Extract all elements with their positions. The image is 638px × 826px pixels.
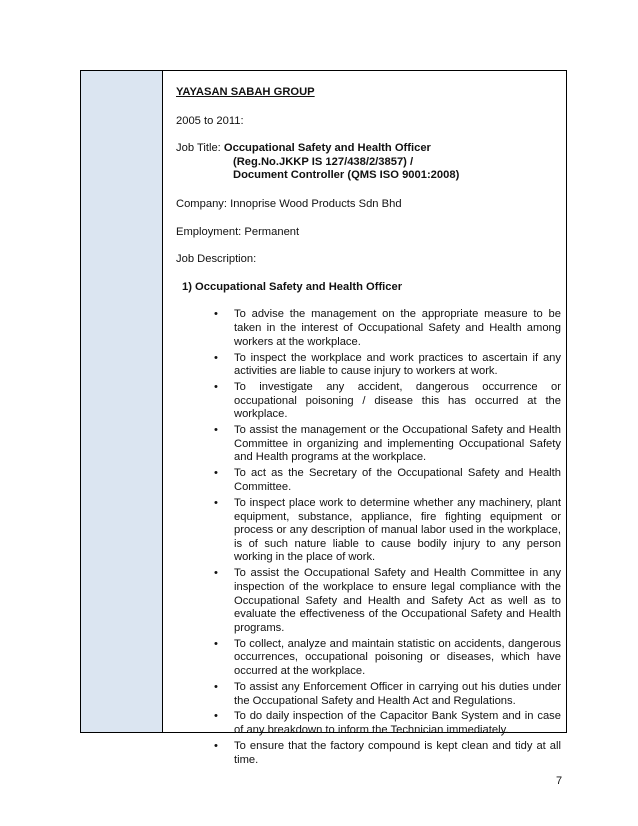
job-title-block (176, 142, 561, 183)
list-item (176, 467, 561, 494)
duty-text: To advise the management on the appropriate measure to be taken in the interest of Occupational Safety and Health among workers at the workplace. (234, 308, 561, 348)
duty-text: To act as the Secretary of the Occupational Safety and Health Committee. (234, 467, 561, 494)
duty-text: To ensure that the factory compound is kept clean and tidy at all time. (234, 740, 561, 766)
employment: Employment: Permanent (176, 225, 300, 238)
period: 2005 to 2011: (176, 114, 244, 127)
list-item (176, 424, 561, 465)
bullet-icon: • (214, 497, 218, 510)
list-item (176, 352, 561, 379)
bullet-icon: • (214, 308, 218, 321)
duty-text: To do daily inspection of the Capacitor Bank System and in case of any breakdown to inform the Technician immediately. (234, 710, 561, 737)
list-item (176, 681, 561, 708)
duty-text: To assist the management or the Occupational Safety and Health Committee in organizing and implementing Occupational Safety and Health programs at the workplace. (234, 424, 561, 464)
experience-table (80, 70, 567, 766)
job-description-label: Job Description: (176, 253, 257, 266)
list-item (176, 381, 561, 422)
bullet-icon: • (214, 710, 218, 723)
duty-text: To assist any Enforcement Officer in carrying out his duties under the Occupational Safety and Health Act and Regulations. (234, 680, 561, 707)
side-column (81, 71, 163, 732)
duty-text: To assist the Occupational Safety and Health Committee in any inspection of the workplace to ensure legal compliance with the Occupational Safety and Health and Safety Act as well as to evaluate the effectiveness of the Occupational Safety and Health programs. (234, 567, 561, 634)
bullet-icon: • (214, 381, 218, 394)
list-item (176, 308, 561, 349)
page-number: 7 (556, 775, 563, 787)
bullet-icon: • (214, 424, 218, 437)
duties-list (176, 308, 561, 767)
duty-text: To inspect place work to determine whether any machinery, plant equipment, substance, appliance, fire fighting equipment or process or any description of manual labor used in the workplace, is of such nature liable to cause bodily injury to any person working in the place of work. (234, 497, 561, 564)
section-title: 1) Occupational Safety and Health Officer (182, 280, 403, 293)
bullet-icon: • (214, 467, 218, 480)
bullet-icon: • (214, 567, 218, 580)
bullet-icon: • (214, 637, 218, 650)
duty-text: To inspect the workplace and work practices to ascertain if any activities are liable to cause injury to workers at work. (234, 351, 561, 378)
company-group-heading: YAYASAN SABAH GROUP (176, 86, 315, 98)
duty-text: To collect, analyze and maintain statistic on accidents, dangerous occurrences, occupational poisoning or diseases, which have occurred at the workplace. (234, 637, 561, 677)
bullet-icon: • (214, 740, 218, 753)
job-title-label: Job Title: (176, 142, 224, 155)
duty-text: To investigate any accident, dangerous occurrence or occupational poisoning / disease this has occurred at the workplace. (234, 381, 561, 421)
experience-entry (176, 86, 561, 770)
job-title: Occupational Safety and Health Officer (223, 142, 431, 155)
list-item (176, 638, 561, 679)
job-title-secondary: Document Controller (QMS ISO 9001:2008) (233, 169, 460, 182)
job-title-reg: (Reg.No.JKKP IS 127/438/2/3857) / (233, 155, 414, 168)
bullet-icon: • (214, 351, 218, 364)
bullet-icon: • (214, 680, 218, 693)
list-item (176, 710, 561, 737)
list-item (176, 567, 561, 635)
company: Company: Innoprise Wood Products Sdn Bhd (176, 197, 402, 210)
list-item (176, 497, 561, 565)
list-item (176, 740, 561, 767)
